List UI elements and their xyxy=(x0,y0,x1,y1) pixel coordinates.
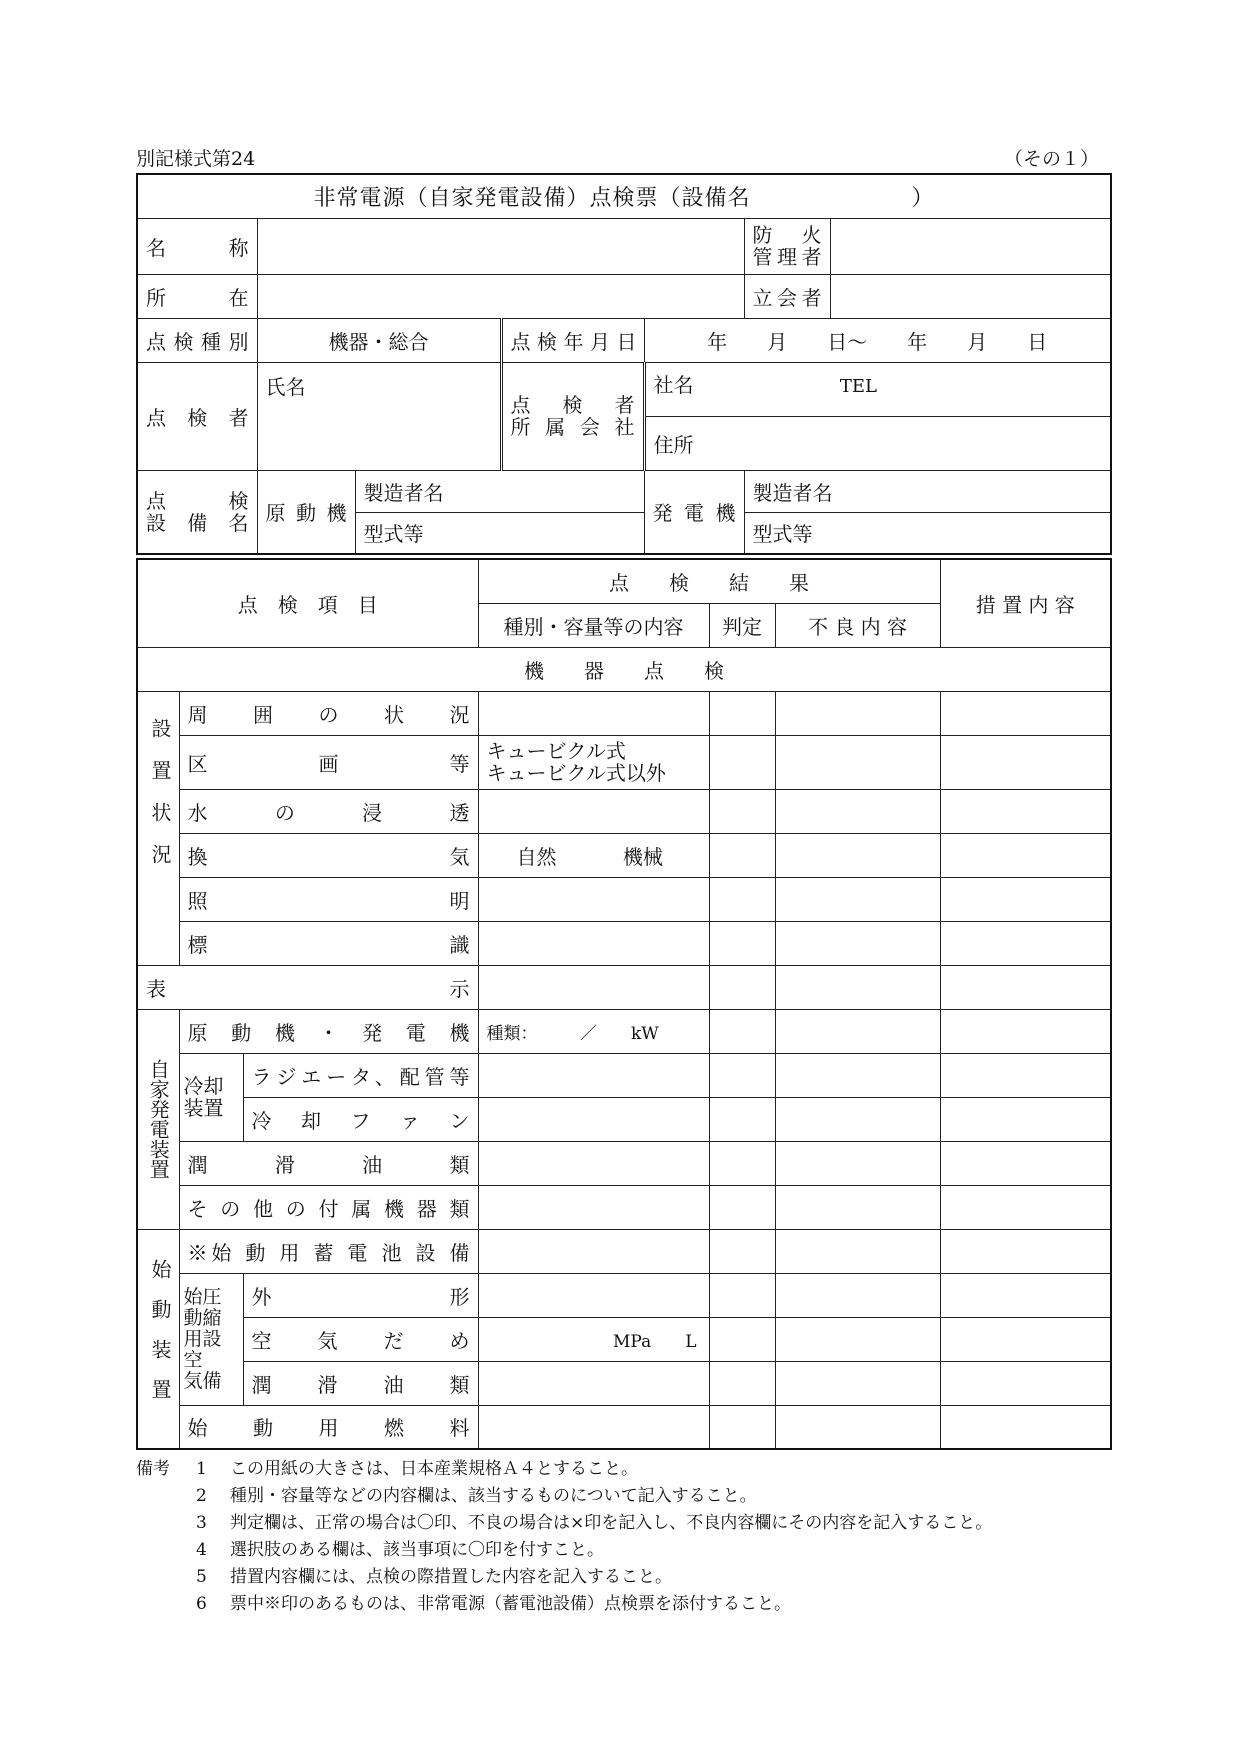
partition-option-other[interactable]: キュービクル式以外 xyxy=(486,761,666,785)
radiator-judgment[interactable] xyxy=(709,1053,775,1097)
address-field[interactable] xyxy=(644,416,1111,470)
inspector-name-label: 氏名 xyxy=(265,374,306,399)
fuel-measure[interactable] xyxy=(940,1405,1111,1449)
table-row xyxy=(137,1405,1111,1449)
measure-header: 措 置 内 容 xyxy=(940,559,1111,647)
row-fuel: 始 動 用 燃 料 xyxy=(179,1405,478,1449)
fire-manager-field[interactable] xyxy=(830,218,1111,274)
prime-gen-judgment[interactable] xyxy=(709,1009,775,1053)
note-item: この用紙の大きさは、日本産業規格Ａ４とすること。 xyxy=(230,1459,638,1479)
radiator-defect[interactable] xyxy=(775,1053,940,1097)
row-accessories: そ の 他 の 付 属 機 器 類 xyxy=(179,1185,478,1229)
radiator-measure[interactable] xyxy=(940,1053,1111,1097)
table-row xyxy=(137,1053,1111,1097)
lighting-measure[interactable] xyxy=(940,877,1111,921)
lighting-judgment[interactable] xyxy=(709,877,775,921)
water-measure[interactable] xyxy=(940,789,1111,833)
sign-defect[interactable] xyxy=(775,921,940,965)
ventilation-measure[interactable] xyxy=(940,833,1111,877)
cooling-fan-measure[interactable] xyxy=(940,1097,1111,1141)
page-label: （その１） xyxy=(1004,148,1100,170)
tel-label: TEL xyxy=(839,375,877,397)
ventilation-option-mechanical[interactable]: 機械 xyxy=(622,844,663,869)
table-row xyxy=(137,877,1111,921)
group-installation: 設置状況 xyxy=(137,691,179,965)
lubricant-defect[interactable] xyxy=(775,1141,940,1185)
radiator-content[interactable] xyxy=(478,1053,709,1097)
note-number: 5 xyxy=(196,1567,207,1587)
row-radiator: ラジエータ、配管等 xyxy=(243,1053,478,1097)
table-row xyxy=(137,1273,1111,1317)
row-prime-gen: 原 動 機 ・ 発 電 機 xyxy=(179,1009,478,1053)
item-header: 点 検 項 目 xyxy=(137,559,478,647)
inspector-label: 点 検 者 xyxy=(137,362,257,470)
battery-content[interactable] xyxy=(478,1229,709,1273)
content-header: 種別・容量等の内容 xyxy=(478,603,709,647)
name-field[interactable] xyxy=(257,218,744,274)
row-surroundings: 周 囲 の 状 況 xyxy=(179,691,478,735)
row-exterior: 外 形 xyxy=(243,1273,478,1317)
cooling-fan-judgment[interactable] xyxy=(709,1097,775,1141)
lubricant-measure[interactable] xyxy=(940,1141,1111,1185)
prime-mover-model[interactable]: 型式等 xyxy=(355,512,644,554)
accessories-judgment[interactable] xyxy=(709,1185,775,1229)
fire-manager-label: 防 火 管理者 xyxy=(744,218,830,274)
sign-measure[interactable] xyxy=(940,921,1111,965)
note-item: 措置内容欄には、点検の際措置した内容を記入すること。 xyxy=(230,1567,672,1587)
accessories-defect[interactable] xyxy=(775,1185,940,1229)
inspection-date-label: 点検年月日 xyxy=(501,318,644,362)
air-lubricant-content[interactable] xyxy=(478,1361,709,1405)
air-lubricant-judgment[interactable] xyxy=(709,1361,775,1405)
table-row xyxy=(137,833,1111,877)
equipment-label: 点 検 設 備 名 xyxy=(137,470,257,554)
surroundings-content[interactable] xyxy=(478,691,709,735)
accessories-content[interactable] xyxy=(478,1185,709,1229)
display-defect[interactable] xyxy=(775,965,940,1009)
table-row xyxy=(137,1361,1111,1405)
note-number: 6 xyxy=(196,1594,207,1614)
inspection-type-value[interactable]: 機器・総合 xyxy=(257,318,501,362)
table-row xyxy=(137,1229,1111,1273)
partition-judgment[interactable] xyxy=(709,735,775,789)
info-table xyxy=(136,173,1112,555)
cooling-fan-content[interactable] xyxy=(478,1097,709,1141)
row-air-tank: 空 気 だ め xyxy=(243,1317,478,1361)
location-field[interactable] xyxy=(257,274,744,318)
inspection-date-value[interactable]: 年 月 日～ 年 月 日 xyxy=(644,318,1111,362)
prime-gen-measure[interactable] xyxy=(940,1009,1111,1053)
air-tank-judgment[interactable] xyxy=(709,1317,775,1361)
table-row xyxy=(137,789,1111,833)
air-tank-measure[interactable] xyxy=(940,1317,1111,1361)
fuel-defect[interactable] xyxy=(775,1405,940,1449)
company-name-label: 社名 xyxy=(653,372,694,397)
battery-measure[interactable] xyxy=(940,1229,1111,1273)
exterior-defect[interactable] xyxy=(775,1273,940,1317)
table-row xyxy=(137,921,1111,965)
partition-content[interactable] xyxy=(478,735,709,789)
address-label: 住所 xyxy=(653,432,694,457)
row-water: 水 の 浸 透 xyxy=(179,789,478,833)
ventilation-judgment[interactable] xyxy=(709,833,775,877)
prime-mover-manufacturer[interactable]: 製造者名 xyxy=(355,470,644,512)
surroundings-defect[interactable] xyxy=(775,691,940,735)
witness-field[interactable] xyxy=(830,274,1111,318)
row-partition: 区 画 等 xyxy=(179,735,478,789)
notes-label: 備考 xyxy=(136,1459,170,1479)
generator-model[interactable]: 型式等 xyxy=(744,512,1111,554)
table-row xyxy=(137,1009,1111,1053)
row-ventilation: 換 気 xyxy=(179,833,478,877)
display-content[interactable] xyxy=(478,965,709,1009)
inspection-table xyxy=(136,558,1112,1450)
row-lubricant: 潤 滑 油 類 xyxy=(179,1141,478,1185)
display-measure[interactable] xyxy=(940,965,1111,1009)
witness-label: 立会者 xyxy=(744,274,830,318)
note-item: 判定欄は、正常の場合は〇印、不良の場合は×印を記入し、不良内容欄にその内容を記入すること。 xyxy=(230,1513,993,1533)
lubricant-judgment[interactable] xyxy=(709,1141,775,1185)
group-starter: 始動装置 xyxy=(137,1229,179,1449)
notes xyxy=(136,1456,992,1618)
row-display: 表 示 xyxy=(137,965,478,1009)
result-header: 点 検 結 果 xyxy=(478,559,940,603)
table-row xyxy=(137,1185,1111,1229)
row-air-lubricant: 潤 滑 油 類 xyxy=(243,1361,478,1405)
cooling-fan-defect[interactable] xyxy=(775,1097,940,1141)
ventilation-defect[interactable] xyxy=(775,833,940,877)
note-item: 選択肢のある欄は、該当事項に〇印を付すこと。 xyxy=(230,1540,604,1560)
lighting-defect[interactable] xyxy=(775,877,940,921)
air-tank-defect[interactable] xyxy=(775,1317,940,1361)
row-lighting: 照 明 xyxy=(179,877,478,921)
note-number: 4 xyxy=(196,1540,207,1560)
exterior-measure[interactable] xyxy=(940,1273,1111,1317)
water-content[interactable] xyxy=(478,789,709,833)
ventilation-content[interactable] xyxy=(478,833,709,877)
generator-manufacturer[interactable]: 製造者名 xyxy=(744,470,1111,512)
note-item: 票中※印のあるものは、非常電源（蓄電池設備）点検票を添付すること。 xyxy=(230,1594,791,1614)
inspector-company-label: 点 検 者 所 属 会 社 xyxy=(501,362,644,470)
note-number: 1 xyxy=(196,1459,207,1479)
water-defect[interactable] xyxy=(775,789,940,833)
name-label: 名 称 xyxy=(137,218,257,274)
table-row xyxy=(137,735,1111,789)
inspector-name-field[interactable] xyxy=(257,362,501,470)
note-number: 2 xyxy=(196,1486,207,1506)
table-row xyxy=(137,1141,1111,1185)
prime-gen-content[interactable]: 種類： ／ kW xyxy=(478,1009,709,1053)
row-sign: 標 識 xyxy=(179,921,478,965)
prime-mover-label: 原動機 xyxy=(257,470,355,554)
air-tank-content[interactable]: MPa L xyxy=(478,1317,709,1361)
display-judgment[interactable] xyxy=(709,965,775,1009)
table-row xyxy=(137,691,1111,735)
surroundings-measure[interactable] xyxy=(940,691,1111,735)
form-number: 別記様式第24 xyxy=(136,148,256,170)
form-title: 非常電源（自家発電設備）点検票（設備名 ） xyxy=(137,174,1111,218)
partition-option-cubicle[interactable]: キュービクル式 xyxy=(486,739,626,763)
table-row xyxy=(137,1097,1111,1141)
battery-judgment[interactable] xyxy=(709,1229,775,1273)
row-battery: ※始 動 用 蓄 電 池 設 備 xyxy=(179,1229,478,1273)
table-row xyxy=(137,1317,1111,1361)
inspection-type-label: 点検種別 xyxy=(137,318,257,362)
note-number: 3 xyxy=(196,1513,207,1533)
lubricant-content[interactable] xyxy=(478,1141,709,1185)
company-name-field[interactable] xyxy=(644,362,1111,416)
sign-judgment[interactable] xyxy=(709,921,775,965)
fuel-judgment[interactable] xyxy=(709,1405,775,1449)
accessories-measure[interactable] xyxy=(940,1185,1111,1229)
location-label: 所 在 xyxy=(137,274,257,318)
fuel-content[interactable] xyxy=(478,1405,709,1449)
sign-content[interactable] xyxy=(478,921,709,965)
surroundings-judgment[interactable] xyxy=(709,691,775,735)
air-start-label: 始圧 動縮 用設 空 気備 xyxy=(179,1273,243,1405)
note-item: 種別・容量等などの内容欄は、該当するものについて記入すること。 xyxy=(230,1486,757,1506)
exterior-content[interactable] xyxy=(478,1273,709,1317)
prime-gen-defect[interactable] xyxy=(775,1009,940,1053)
table-row xyxy=(137,965,1111,1009)
lighting-content[interactable] xyxy=(478,877,709,921)
cooling-label: 冷却 装置 xyxy=(179,1053,243,1141)
air-lubricant-measure[interactable] xyxy=(940,1361,1111,1405)
defect-header: 不 良 内 容 xyxy=(775,603,940,647)
air-lubricant-defect[interactable] xyxy=(775,1361,940,1405)
generator-label: 発電機 xyxy=(644,470,744,554)
partition-measure[interactable] xyxy=(940,735,1111,789)
ventilation-option-natural[interactable]: 自然 xyxy=(516,844,557,869)
section-header: 機 器 点 検 xyxy=(137,647,1111,691)
water-judgment[interactable] xyxy=(709,789,775,833)
partition-defect[interactable] xyxy=(775,735,940,789)
row-cooling-fan: 冷 却 フ ァ ン xyxy=(243,1097,478,1141)
judgment-header: 判定 xyxy=(709,603,775,647)
battery-defect[interactable] xyxy=(775,1229,940,1273)
exterior-judgment[interactable] xyxy=(709,1273,775,1317)
group-generator: 自家発電装置 xyxy=(137,1009,179,1229)
